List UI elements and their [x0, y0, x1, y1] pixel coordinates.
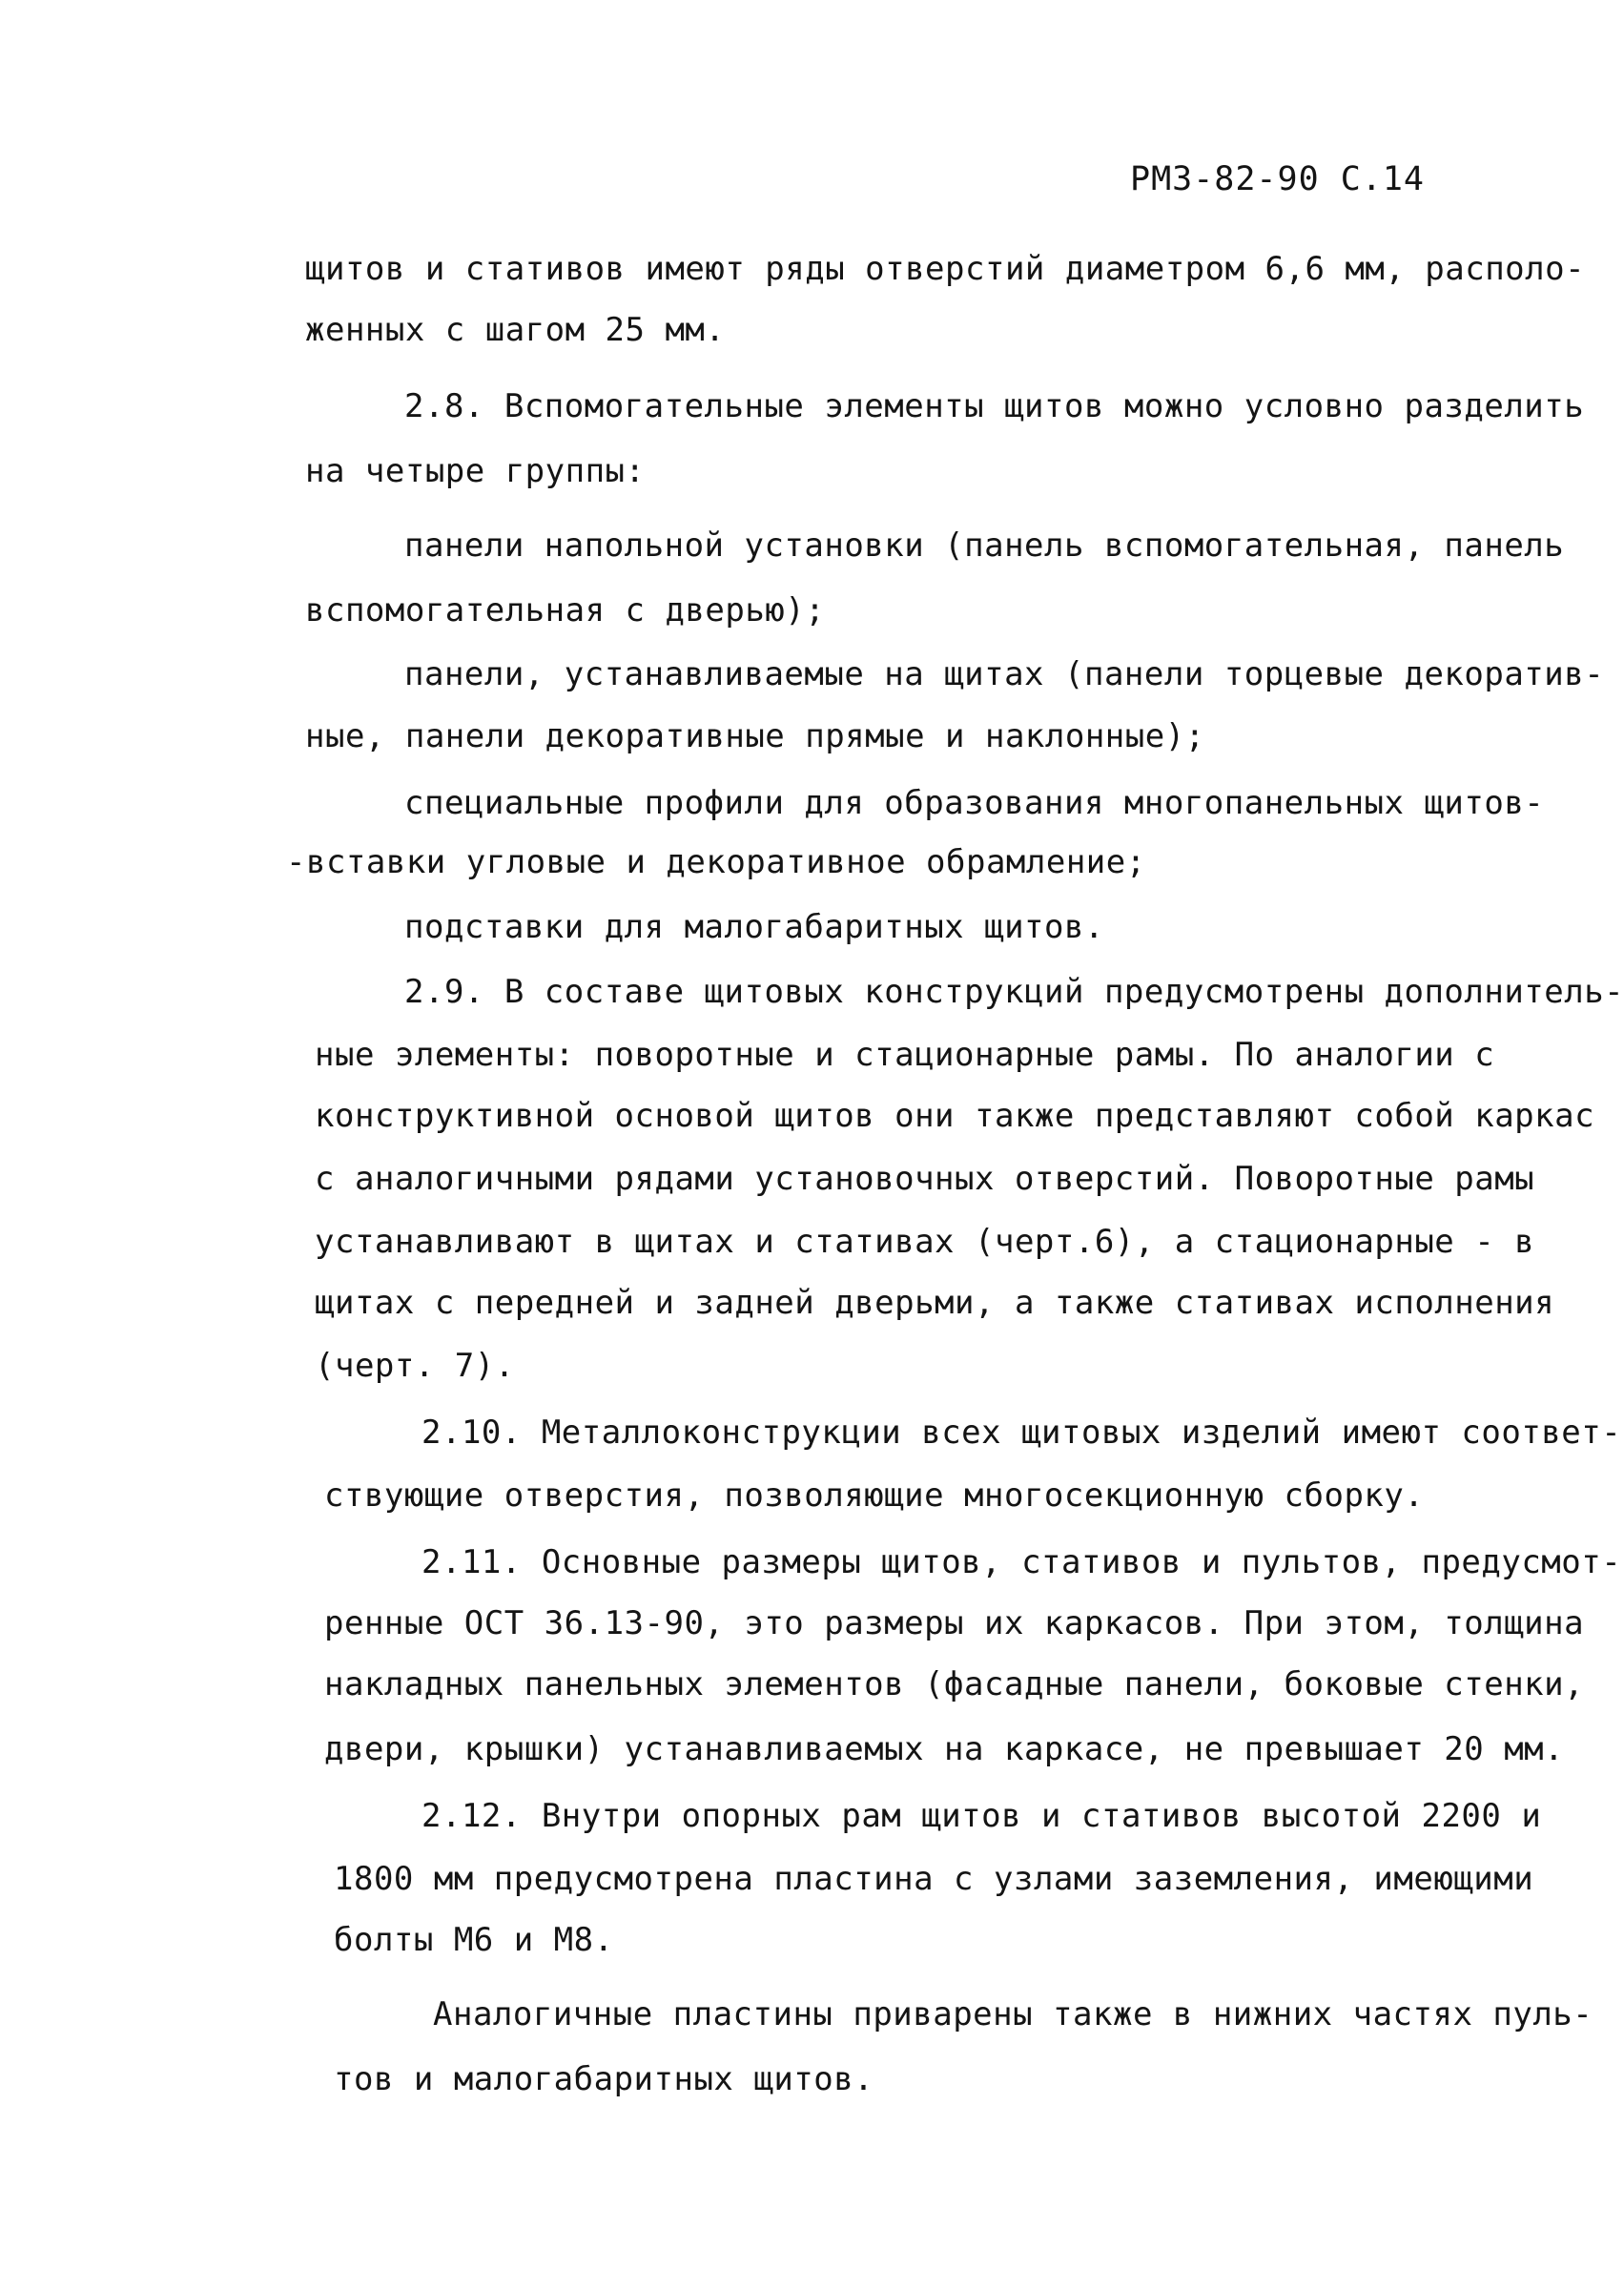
- text-line: вспомогательная с дверью);: [305, 591, 826, 630]
- text-line: накладных панельных элементов (фасадные панели, боковые стенки,: [324, 1665, 1585, 1703]
- document-code-header: РМ3-82-90 С.14: [1130, 160, 1426, 198]
- text-line: щитах с передней и задней дверьми, а также стативах исполнения: [315, 1284, 1555, 1322]
- text-line: тов и малогабаритных щитов.: [334, 2060, 874, 2098]
- text-line: с аналогичными рядами установочных отверстий. Поворотные рамы: [315, 1160, 1535, 1198]
- text-line: женных с шагом 25 мм.: [305, 311, 726, 349]
- text-line: ные элементы: поворотные и стационарные рамы. По аналогии с: [315, 1036, 1495, 1074]
- text-line: 2.10. Металлоконструкции всех щитовых изделий имеют соответ-: [421, 1414, 1622, 1452]
- text-line: двери, крышки) устанавливаемых на каркасе, не превышает 20 мм.: [324, 1730, 1565, 1768]
- text-line: 2.8. Вспомогательные элементы щитов можно условно разделить: [404, 387, 1585, 425]
- text-line: 2.12. Внутри опорных рам щитов и стативов высотой 2200 и: [421, 1797, 1542, 1835]
- text-line: 1800 мм предусмотрена пластина с узлами заземления, имеющими: [334, 1860, 1534, 1898]
- text-line: на четыре группы:: [305, 452, 646, 490]
- text-line: панели, устанавливаемые на щитах (панели торцевые декоратив-: [404, 655, 1605, 693]
- text-line: панели напольной установки (панель вспомогательная, панель: [404, 526, 1565, 565]
- text-line: ствующие отверстия, позволяющие многосекционную сборку.: [324, 1476, 1425, 1515]
- text-line: ренные ОСТ 36.13-90, это размеры их каркасов. При этом, толщина: [324, 1604, 1585, 1642]
- text-line: щитов и стативов имеют ряды отверстий диаметром 6,6 мм, располо-: [305, 250, 1586, 288]
- text-line: Аналогичные пластины приварены также в нижних частях пуль-: [433, 1995, 1593, 2033]
- text-line: (черт. 7).: [315, 1347, 515, 1385]
- text-line: -вставки угловые и декоративное обрамление;: [286, 843, 1146, 881]
- text-line: 2.11. Основные размеры щитов, стативов и пультов, предусмот-: [421, 1543, 1622, 1581]
- text-line: болты М6 и М8.: [334, 1921, 614, 1959]
- text-line: специальные профили для образования многопанельных щитов-: [404, 784, 1545, 822]
- text-line: 2.9. В составе щитовых конструкций предусмотрены дополнитель-: [404, 973, 1624, 1011]
- text-line: конструктивной основой щитов они также представляют собой каркас: [315, 1097, 1595, 1135]
- text-line: ные, панели декоративные прямые и наклонные);: [305, 717, 1205, 755]
- text-line: подставки для малогабаритных щитов.: [404, 908, 1104, 946]
- text-line: устанавливают в щитах и стативах (черт.6), а стационарные - в: [315, 1223, 1535, 1261]
